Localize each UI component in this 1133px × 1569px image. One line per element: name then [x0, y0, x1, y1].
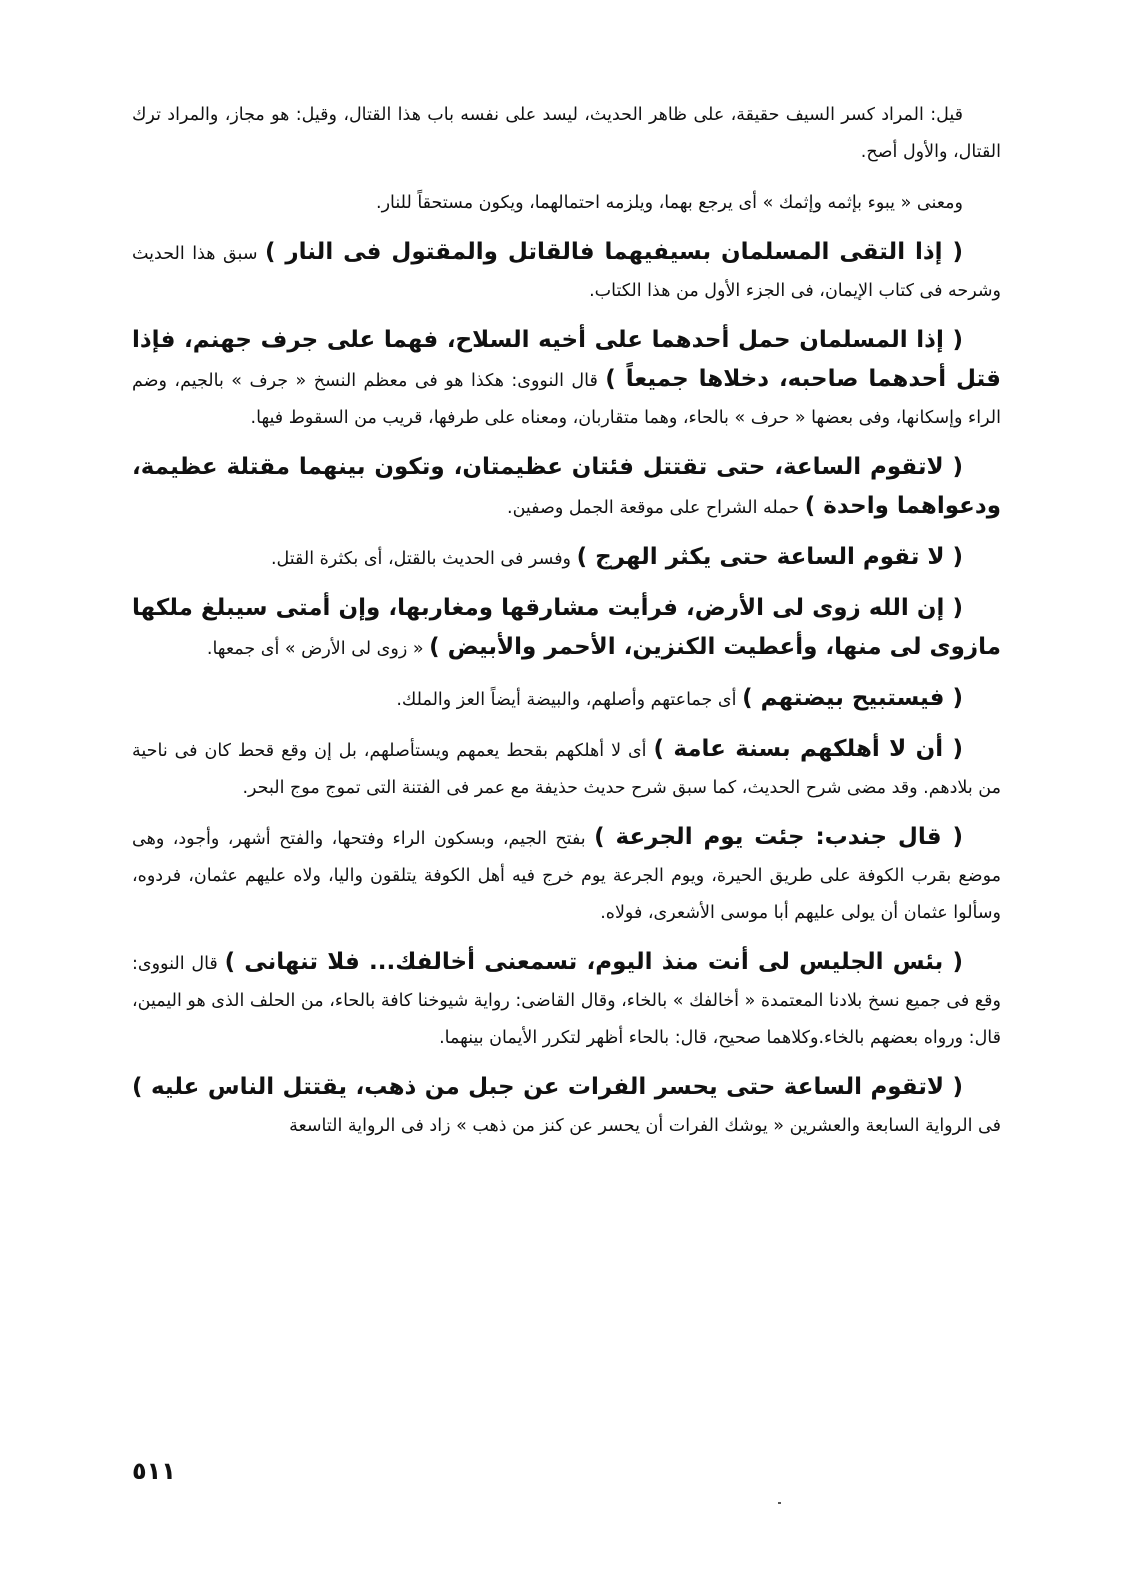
- paragraph-9: [132, 731, 1001, 807]
- paragraph-10-heading: ( قال جندب: جئت يوم الجرعة ): [594, 824, 963, 850]
- paragraph-2-text: ومعنى « يبوء بإثمه وإثمك » أى يرجع بهما، ويلزمه احتمالهما، ويكون مستحقاً للنار.: [376, 193, 963, 213]
- paragraph-11-heading: ( بئس الجليس لى أنت منذ اليوم، تسمعنى أخالفك... فلا تنهانى ): [224, 949, 963, 975]
- paragraph-3: [132, 234, 1001, 310]
- scan-speck: [778, 1502, 781, 1504]
- paragraph-3-heading: ( إذا التقى المسلمان بسيفيهما فالقاتل والمقتول فى النار ): [264, 239, 964, 265]
- page-number: ٥١١: [132, 1457, 176, 1485]
- paragraph-7: [132, 590, 1001, 668]
- paragraph-5: [132, 449, 1001, 527]
- paragraph-6-heading: ( لا تقوم الساعة حتى يكثر الهرج ): [576, 544, 963, 570]
- paragraph-9-heading: ( أن لا أهلكهم بسنة عامة ): [653, 736, 964, 762]
- paragraph-10: [132, 819, 1001, 932]
- paragraph-8-heading: ( فيستبيح بيضتهم ): [742, 685, 963, 711]
- paragraph-2: [132, 183, 1001, 222]
- paragraph-3-text: سبق هذا الحديث وشرحه فى كتاب الإيمان، فى الجزء الأول من هذا الكتاب.: [132, 244, 1001, 301]
- paragraph-12-text: فى الرواية السابعة والعشرين « يوشك الفرات أن يحسر عن كنز من ذهب » زاد فى الرواية التاسعة: [289, 1116, 1001, 1136]
- paragraph-7-heading: ( إن الله زوى لى الأرض، فرأيت مشارقها ومغاربها، وإن أمتى سيبلغ ملكها مازوى لى منها، وأعطيت الكنزين، الأحمر والأبيض ): [132, 595, 1001, 660]
- paragraph-8: [132, 680, 1001, 719]
- paragraph-1: [132, 95, 1001, 171]
- paragraph-5-heading: ( لاتقوم الساعة، حتى تقتتل فئتان عظيمتان، وتكون بينهما مقتلة عظيمة، ودعواهما واحدة ): [132, 454, 1001, 519]
- paragraph-6-text: وفسر فى الحديث بالقتل، أى بكثرة القتل.: [270, 549, 577, 569]
- paragraph-11-text: قال النووى: وقع فى جميع نسخ بلادنا المعتمدة « أخالفك » بالخاء، وقال القاضى: رواية شيوخنا كافة بالحاء، من الحلف الذى هو اليمين، قال: ورواه بعضهم بالخاء.وكلاهما صحيح، قال: بالحاء أظهر لتكرر الأيمان بينهما.: [132, 954, 1001, 1048]
- paragraph-8-text: أى جماعتهم وأصلهم، والبيضة أيضاً العز والملك.: [396, 690, 743, 710]
- paragraph-7-text: « زوى لى الأرض » أى جمعها.: [206, 639, 430, 659]
- paragraph-6: [132, 539, 1001, 578]
- paragraph-9-text: أى لا أهلكهم بقحط يعمهم ويستأصلهم، بل إن وقع قحط كان فى ناحية من بلادهم. وقد مضى شرح الحديث، كما سبق شرح حديث حذيفة مع عمر فى الفتنة التى تموج موج البحر.: [132, 741, 1001, 798]
- paragraph-4-heading: ( إذا المسلمان حمل أحدهما على أخيه السلاح، فهما على جرف جهنم، فإذا قتل أحدهما صاحبه، دخلاها جميعاً ): [132, 327, 1001, 392]
- paragraph-4: [132, 322, 1001, 437]
- paragraph-11: [132, 944, 1001, 1057]
- paragraph-5-text: حمله الشراح على موقعة الجمل وصفين.: [507, 498, 805, 518]
- paragraph-4-text: قال النووى: هكذا هو فى معظم النسخ « جرف » بالجيم، وضم الراء وإسكانها، وفى بعضها « حرف » بالحاء، وهما متقاربان، ومعناه على طرفها، قريب من السقوط فيها.: [132, 371, 1001, 428]
- paragraph-1-text: قيل: المراد كسر السيف حقيقة، على ظاهر الحديث، ليسد على نفسه باب هذا القتال، وقيل: هو مجاز، والمراد ترك القتال، والأول أصح.: [132, 105, 1001, 162]
- paragraph-10-text: بفتح الجيم، وبسكون الراء وفتحها، والفتح أشهر، وأجود، وهى موضع بقرب الكوفة على طريق الحيرة، ويوم الجرعة يوم خرج فيه أهل الكوفة يتلقون واليا، ولاه عليهم عثمان، فردوه، وسألوا عثمان أن يولى عليهم أبا موسى الأشعرى، فولاه.: [132, 829, 1001, 923]
- paragraph-12: [132, 1069, 1001, 1145]
- paragraph-12-heading: ( لاتقوم الساعة حتى يحسر الفرات عن جبل من ذهب، يقتتل الناس عليه ): [132, 1074, 963, 1100]
